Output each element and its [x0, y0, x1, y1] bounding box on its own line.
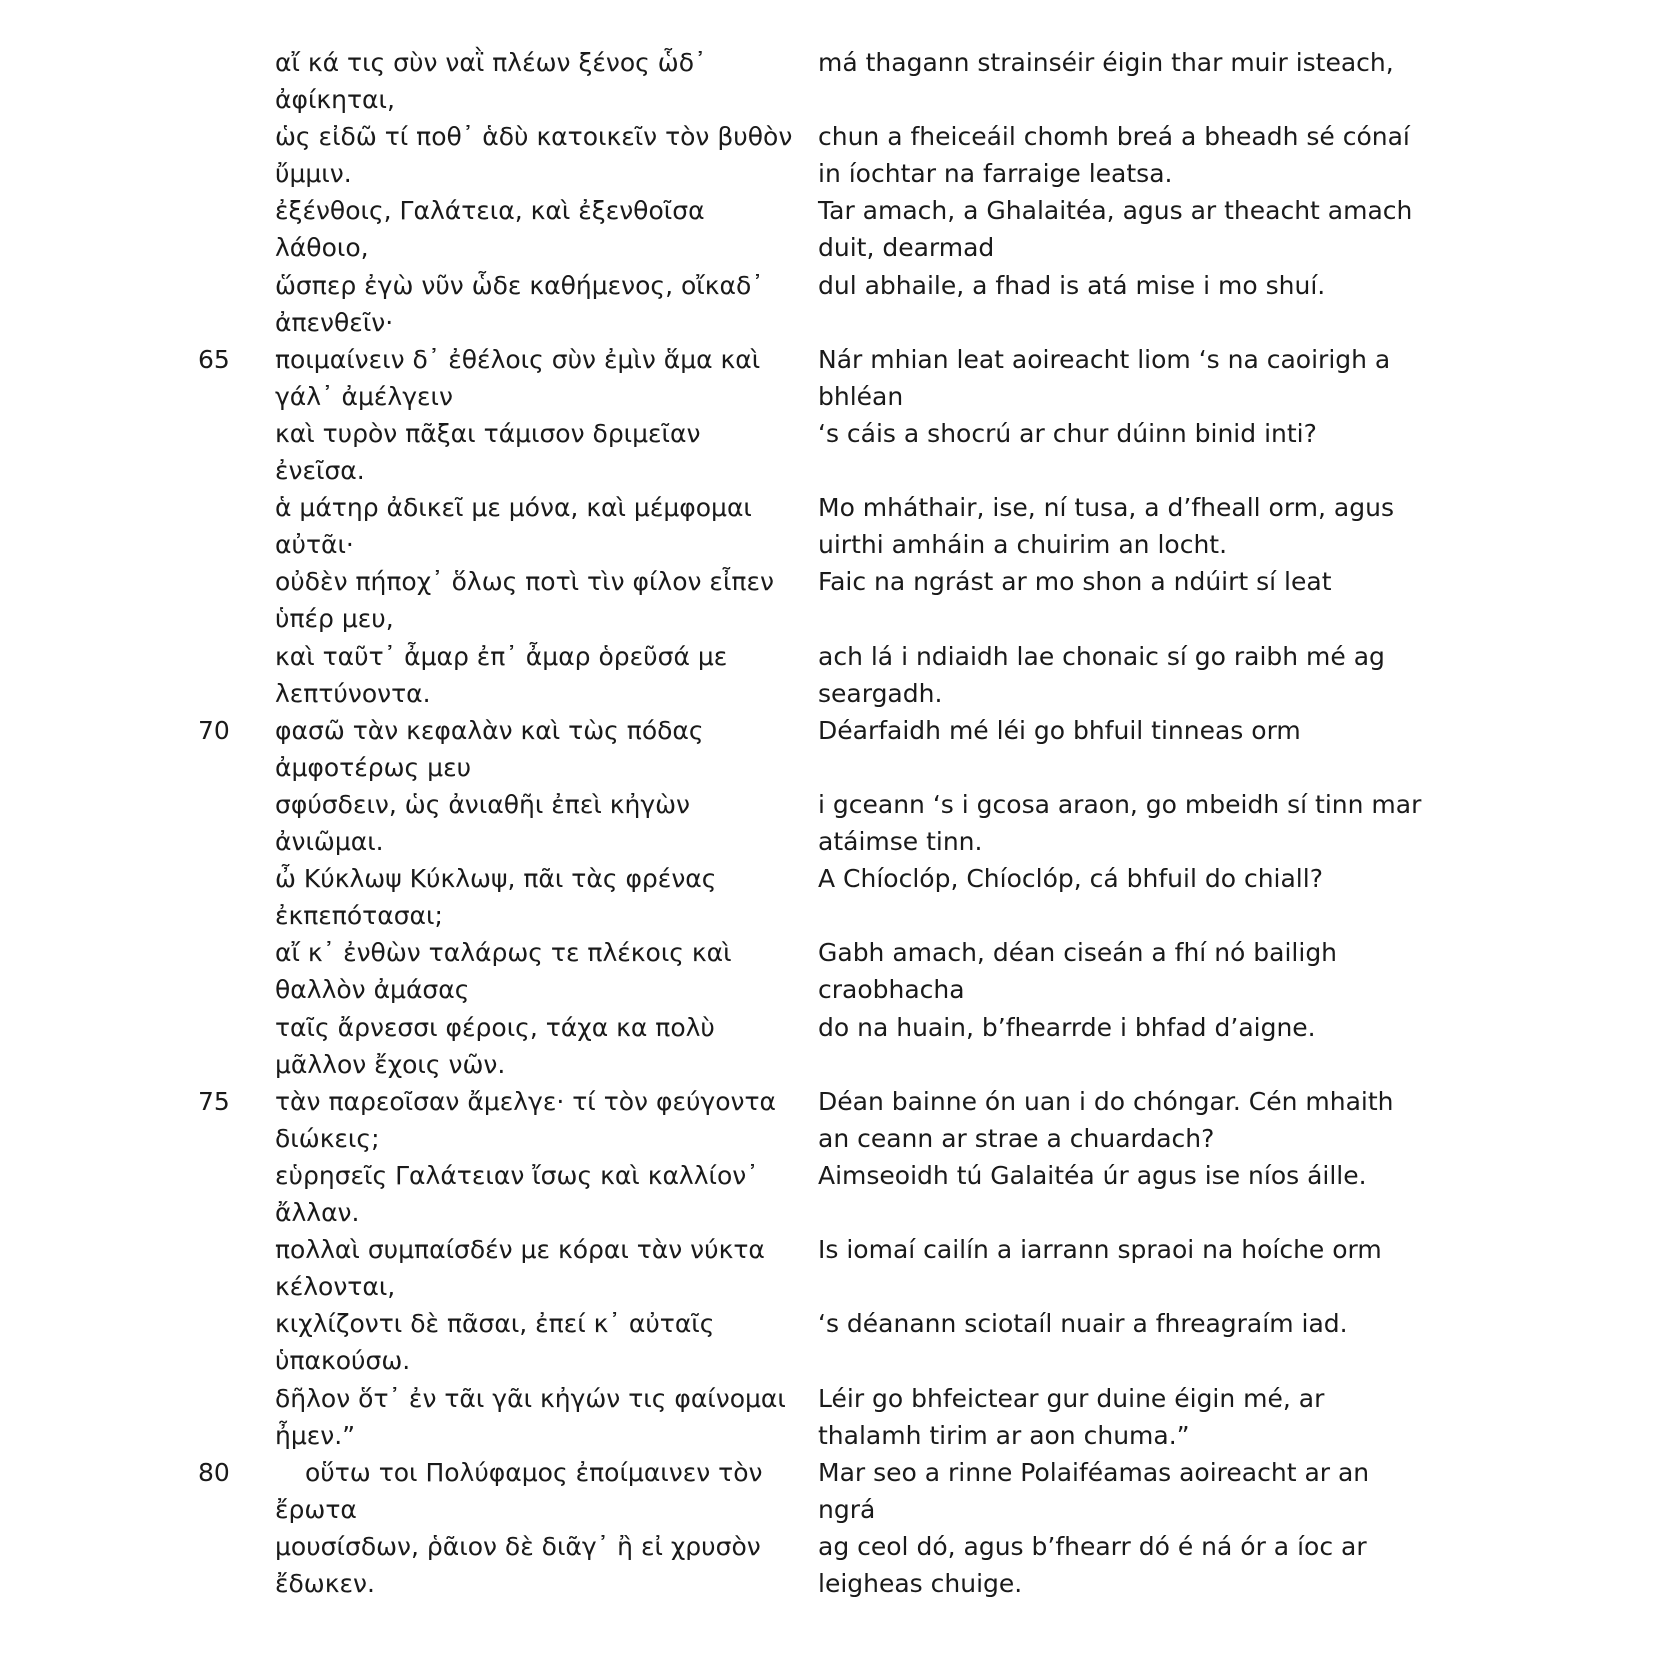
irish-translation — [818, 118, 1418, 192]
irish-line — [818, 1046, 1418, 1083]
greek-verse — [275, 341, 795, 415]
greek-verse — [275, 44, 795, 118]
irish-translation — [818, 563, 1418, 637]
greek-line: αἴ κά τις σὺν ναῒ πλέων ξένος ὧδ᾽ — [275, 48, 707, 77]
greek-line: γάλ᾽ ἀμέλγειν — [275, 381, 453, 411]
irish-line: in íochtar na farraige leatsa. — [818, 159, 1173, 189]
irish-line — [818, 1194, 1418, 1231]
irish-line: i gceann ‘s i gcosa araon, go mbeidh sí tinn mar — [818, 790, 1422, 819]
greek-line: ὑπακούσω. — [275, 1346, 411, 1376]
line-number: 65 — [198, 344, 230, 374]
greek-verse — [275, 415, 795, 489]
verse-row — [0, 712, 1654, 786]
irish-line — [818, 1268, 1418, 1305]
greek-line: λεπτύνοντα. — [275, 678, 431, 708]
verse-row — [0, 1083, 1654, 1157]
verse-row — [0, 341, 1654, 415]
irish-line: ag ceol dó, agus b’fhearr dó é ná ór a íoc ar — [818, 1532, 1367, 1561]
irish-line: leigheas chuige. — [818, 1569, 1023, 1598]
greek-verse — [275, 1157, 795, 1231]
greek-verse — [275, 489, 795, 563]
greek-line: ὑπέρ μευ, — [275, 604, 394, 634]
verse-row — [0, 1305, 1654, 1379]
greek-line: ἀμφοτέρως μευ — [275, 752, 472, 782]
irish-line: do na huain, b’fhearrde i bhfad d’aigne. — [818, 1012, 1316, 1042]
verse-row — [0, 1380, 1654, 1454]
irish-line: Déarfaidh mé léi go bhfuil tinneas orm — [818, 715, 1301, 745]
irish-translation — [818, 1528, 1418, 1602]
greek-verse — [275, 563, 795, 637]
greek-verse — [275, 712, 795, 786]
irish-translation — [818, 44, 1418, 118]
greek-verse — [275, 1009, 795, 1083]
irish-line: ‘s cáis a shocrú ar chur dúinn binid inti? — [818, 419, 1317, 448]
irish-translation — [818, 415, 1418, 489]
greek-line: εὑρησεῖς Γαλάτειαν ἴσως καὶ καλλίον᾽ — [275, 1161, 759, 1190]
irish-line: uirthi amháin a chuirim an locht. — [818, 530, 1228, 560]
irish-translation — [818, 786, 1422, 860]
irish-translation — [818, 712, 1418, 786]
irish-line: thalamh tirim ar aon chuma.” — [818, 1420, 1190, 1450]
greek-verse — [275, 1528, 795, 1602]
verse-row — [0, 1528, 1654, 1602]
greek-line: ποιμαίνειν δ᾽ ἐθέλοις σὺν ἐμὶν ἅμα καὶ — [275, 344, 761, 374]
line-number: 75 — [198, 1086, 230, 1116]
irish-line — [818, 452, 1418, 489]
irish-line: atáimse tinn. — [818, 827, 983, 856]
verse-row — [0, 1231, 1654, 1305]
verse-row — [0, 1009, 1654, 1083]
irish-translation — [818, 1305, 1418, 1379]
irish-line: bhléan — [818, 381, 904, 411]
greek-line: ἦμεν.” — [275, 1420, 356, 1450]
greek-verse — [275, 1083, 795, 1157]
irish-translation — [818, 489, 1418, 563]
irish-line — [818, 749, 1418, 786]
verse-row — [0, 1454, 1654, 1528]
greek-verse — [275, 860, 795, 934]
irish-line: ach lá i ndiaidh lae chonaic sí go raibh mé ag — [818, 641, 1385, 671]
irish-translation — [818, 267, 1418, 341]
irish-translation — [818, 341, 1418, 415]
irish-line: Aimseoidh tú Galaitéa úr agus ise níos áille. — [818, 1161, 1367, 1190]
greek-verse — [275, 192, 795, 266]
irish-translation — [818, 1454, 1418, 1528]
verse-row — [0, 860, 1654, 934]
irish-line: dul abhaile, a fhad is atá mise i mo shuí. — [818, 270, 1326, 300]
irish-translation — [818, 860, 1418, 934]
greek-line: δῆλον ὅτ᾽ ἐν τᾶι γᾶι κἠγών τις φαίνομαι — [275, 1383, 786, 1413]
irish-line: A Chíoclóp, Chíoclóp, cá bhfuil do chiall? — [818, 864, 1323, 894]
greek-line: πολλαὶ συμπαίσδέν με κόραι τὰν νύκτα — [275, 1235, 765, 1265]
irish-line: Tar amach, a Ghalaitéa, agus ar theacht amach — [818, 196, 1413, 226]
greek-verse — [275, 786, 795, 860]
greek-verse — [275, 934, 795, 1008]
greek-line: καὶ ταῦτ᾽ ἆμαρ ἐπ᾽ ἆμαρ ὁρεῦσά με — [275, 641, 728, 671]
greek-line: μουσίσδων, ῥᾶιον δὲ διᾶγ᾽ ἢ εἰ χρυσὸν — [275, 1532, 761, 1561]
greek-line: λάθοιο, — [275, 233, 369, 263]
greek-line: σφύσδειν, ὡς ἀνιαθῆι ἐπεὶ κἠγὼν — [275, 790, 691, 819]
line-number: 70 — [198, 715, 230, 745]
greek-line: τὰν παρεοῖσαν ἄμελγε· τί τὸν φεύγοντα — [275, 1086, 777, 1116]
irish-translation — [818, 1157, 1418, 1231]
irish-line: Nár mhian leat aoireacht liom ‘s na caoirigh a — [818, 344, 1391, 374]
greek-line: μᾶλλον ἔχοις νῶν. — [275, 1049, 506, 1079]
irish-line: Is iomaí cailín a iarrann spraoi na hoíche orm — [818, 1235, 1382, 1265]
irish-line: Mar seo a rinne Polaiféamas aoireacht ar an — [818, 1457, 1370, 1487]
greek-line: φασῶ τὰν κεφαλὰν καὶ τὼς πόδας — [275, 715, 704, 745]
irish-line: Déan bainne ón uan i do chóngar. Cén mhaith — [818, 1086, 1394, 1116]
irish-line — [818, 304, 1418, 341]
verse-row — [0, 1157, 1654, 1231]
greek-line: ἀνιῶμαι. — [275, 827, 384, 856]
greek-verse — [275, 1231, 795, 1305]
irish-translation — [818, 1380, 1418, 1454]
irish-line: an ceann ar strae a chuardach? — [818, 1123, 1215, 1153]
verse-row — [0, 563, 1654, 637]
greek-line: καὶ τυρὸν πᾶξαι τάμισον δριμεῖαν — [275, 419, 701, 448]
irish-translation — [818, 192, 1418, 266]
line-number: 80 — [198, 1457, 230, 1487]
verse-row — [0, 489, 1654, 563]
irish-line: Faic na ngrást ar mo shon a ndúirt sí leat — [818, 567, 1332, 597]
greek-line: κιχλίζοντι δὲ πᾶσαι, ἐπεί κ᾽ αὐταῖς — [275, 1309, 715, 1339]
irish-line — [818, 600, 1418, 637]
verse-row — [0, 415, 1654, 489]
greek-line: οὐδὲν πήποχ᾽ ὅλως ποτὶ τὶν φίλον εἶπεν — [275, 567, 774, 597]
greek-line: ὡς εἰδῶ τί ποθ᾽ ἁδὺ κατοικεῖν τὸν βυθὸν — [275, 122, 793, 152]
greek-line: αὐτᾶι· — [275, 530, 354, 560]
irish-line — [818, 897, 1418, 934]
greek-line: ἀπενθεῖν· — [275, 307, 394, 337]
verse-row — [0, 934, 1654, 1008]
greek-line: ὔμμιν. — [275, 159, 352, 189]
greek-line: θαλλὸν ἀμάσας — [275, 975, 470, 1005]
greek-line: ἐκπεπότασαι; — [275, 901, 443, 931]
greek-line: ὥσπερ ἐγὼ νῦν ὧδε καθήμενος, οἴκαδ᾽ — [275, 270, 764, 300]
irish-translation — [818, 1083, 1418, 1157]
greek-line: ἔρωτα — [275, 1494, 357, 1524]
irish-line: Gabh amach, déan ciseán a fhí nó bailigh — [818, 938, 1338, 968]
greek-verse — [275, 638, 795, 712]
verse-row — [0, 267, 1654, 341]
verse-row — [0, 638, 1654, 712]
irish-line: Léir go bhfeictear gur duine éigin mé, ar — [818, 1383, 1325, 1413]
greek-line: ἐνεῖσα. — [275, 456, 365, 485]
greek-verse — [275, 1380, 795, 1454]
irish-translation — [818, 934, 1418, 1008]
verse-row — [0, 786, 1654, 860]
greek-verse — [275, 118, 795, 192]
greek-line: ἐξένθοις, Γαλάτεια, καὶ ἐξενθοῖσα — [275, 196, 705, 226]
irish-line: má thagann strainséir éigin thar muir isteach, — [818, 48, 1394, 77]
greek-line: κέλονται, — [275, 1272, 396, 1302]
greek-line: οὕτω τοι Πολύφαμος ἐποίμαινεν τὸν — [305, 1457, 763, 1487]
verse-row — [0, 44, 1654, 118]
greek-line: ἄλλαν. — [275, 1198, 360, 1227]
irish-line: chun a fheiceáil chomh breá a bheadh sé cónaí — [818, 122, 1410, 152]
greek-verse — [275, 1454, 795, 1528]
greek-line: ὦ Κύκλωψ Κύκλωψ, πᾶι τὰς φρένας — [275, 864, 717, 894]
irish-line: seargadh. — [818, 678, 943, 708]
irish-line: duit, dearmad — [818, 233, 995, 263]
greek-line: ἁ μάτηρ ἀδικεῖ με μόνα, καὶ μέμφομαι — [275, 493, 752, 523]
irish-translation — [818, 1231, 1418, 1305]
irish-line — [818, 81, 1418, 118]
irish-line — [818, 1342, 1418, 1379]
irish-line: ‘s déanann sciotaíl nuair a fhreagraím iad. — [818, 1309, 1348, 1339]
irish-line: Mo mháthair, ise, ní tusa, a d’fheall orm, agus — [818, 493, 1394, 523]
irish-line: ngrá — [818, 1494, 876, 1524]
greek-line: ἔδωκεν. — [275, 1569, 375, 1598]
verse-row — [0, 192, 1654, 266]
greek-verse — [275, 1305, 795, 1379]
greek-verse — [275, 267, 795, 341]
irish-translation — [818, 1009, 1418, 1083]
greek-line: ταῖς ἄρνεσσι φέροις, τάχα κα πολὺ — [275, 1012, 715, 1042]
irish-line: craobhacha — [818, 975, 965, 1005]
irish-translation — [818, 638, 1418, 712]
greek-line: διώκεις; — [275, 1123, 380, 1153]
verse-row — [0, 118, 1654, 192]
greek-line: ἀφίκηται, — [275, 85, 395, 114]
greek-line: αἴ κ᾽ ἐνθὼν ταλάρως τε πλέκοις καὶ — [275, 938, 732, 968]
